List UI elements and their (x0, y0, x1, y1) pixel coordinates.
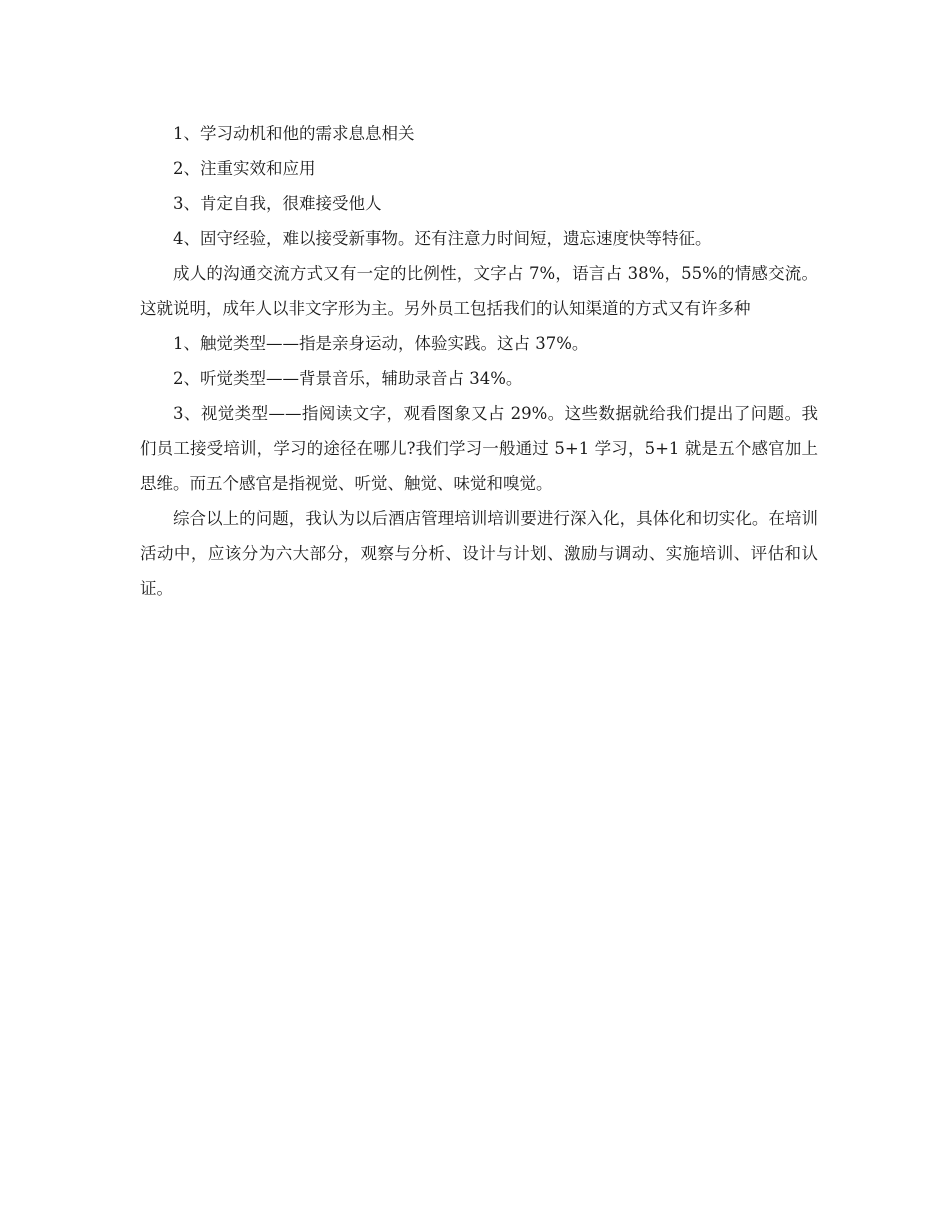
list-item-auditory-type: 2、听觉类型——背景音乐，辅助录音占 34%。 (173, 369, 523, 388)
document-page (140, 116, 818, 606)
list-item-fixed-experience: 4、固守经验，难以接受新事物。还有注意力时间短，遗忘速度快等特征。 (173, 229, 712, 248)
list-item-self-affirmation: 3、肯定自我，很难接受他人 (173, 194, 382, 213)
list-item-learning-motivation: 1、学习动机和他的需求息息相关 (173, 124, 415, 143)
paragraph-communication-ratio: 成人的沟通交流方式又有一定的比例性，文字占 7%，语言占 38%，55%的情感交流。这就说明，成年人以非文字形为主。另外员工包括我们的认知渠道的方式又有许多种 (140, 264, 818, 318)
list-item-tactile-type: 1、触觉类型——指是亲身运动，体验实践。这占 37%。 (173, 334, 589, 353)
list-item-visual-type: 3、视觉类型——指阅读文字，观看图象又占 29%。这些数据就给我们提出了问题。我们员工接受培训，学习的途径在哪儿?我们学习一般通过 5+1 学习，5+1 就是五个感官加上思维。而五个感官是指视觉、听觉、触觉、味觉和嗅觉。 (140, 404, 818, 493)
list-item-practical-application: 2、注重实效和应用 (173, 159, 316, 178)
paragraph-conclusion: 综合以上的问题，我认为以后酒店管理培训培训要进行深入化，具体化和切实化。在培训活动中，应该分为六大部分，观察与分析、设计与计划、激励与调动、实施培训、评估和认证。 (140, 509, 818, 598)
